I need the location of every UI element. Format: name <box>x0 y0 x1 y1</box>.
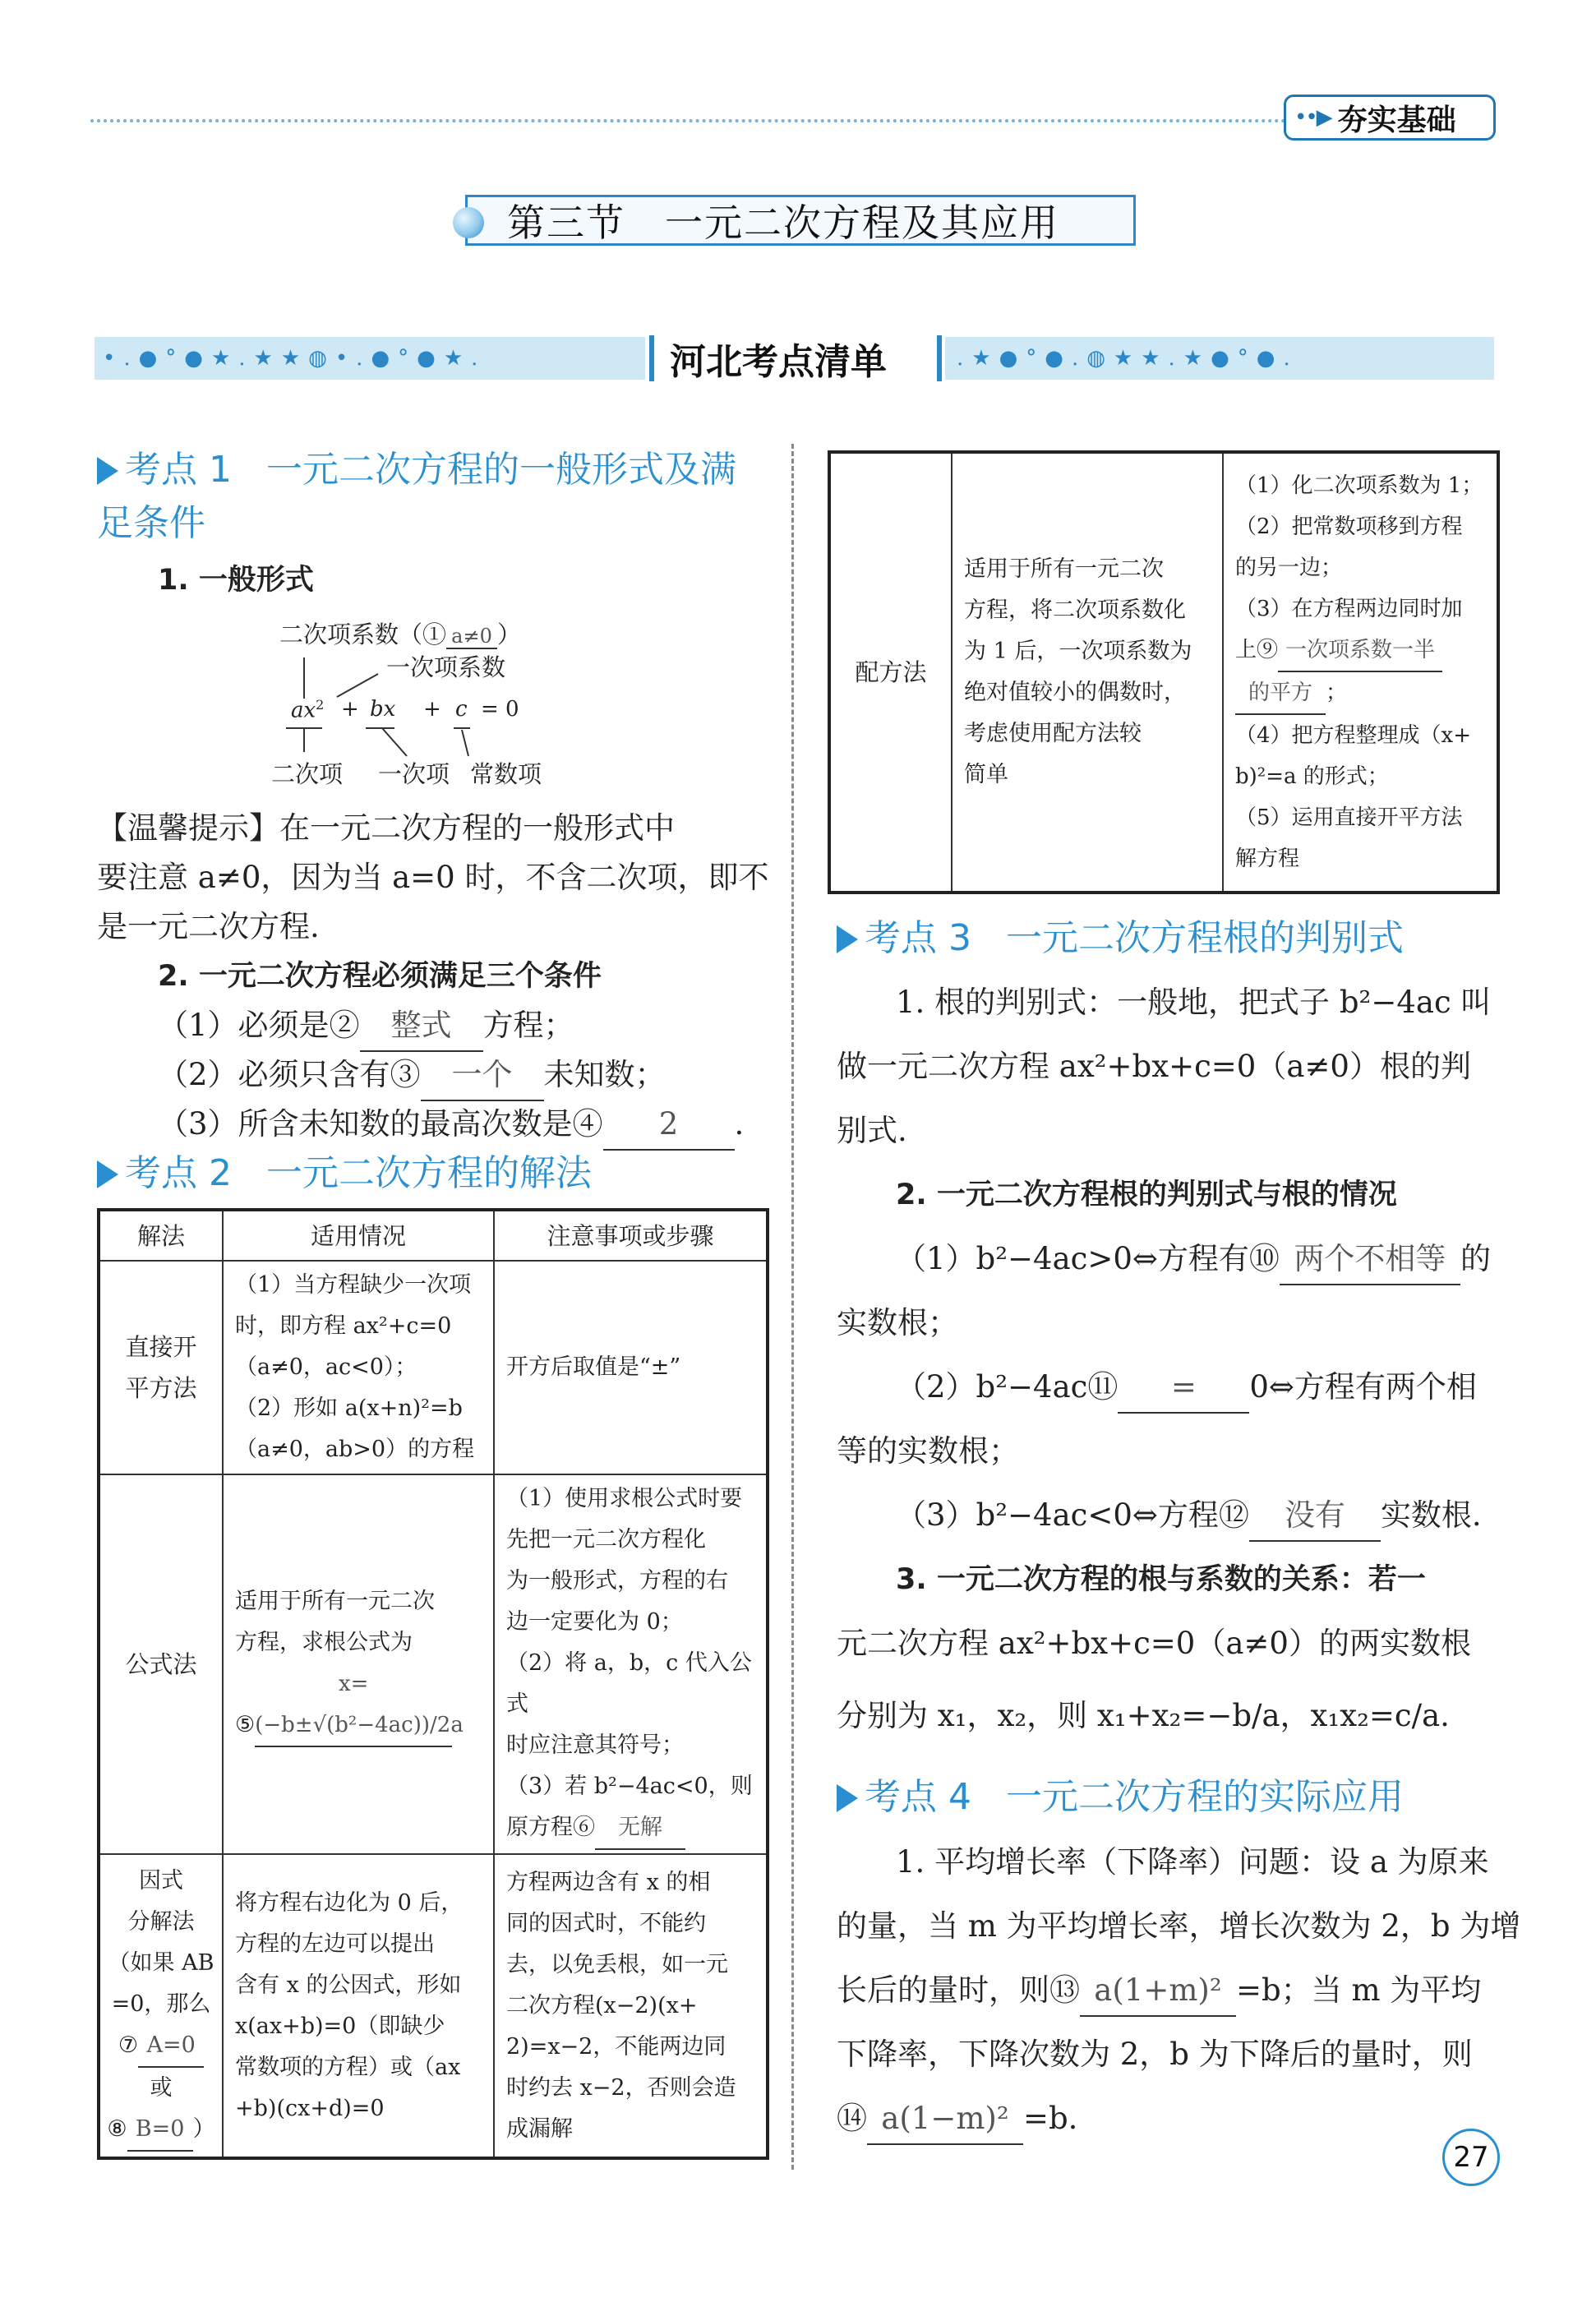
case-1-pre: （1）b²−4ac>0⇔方程有⑩ <box>896 1241 1280 1276</box>
text-line: b)²=a 的形式； <box>1235 764 1389 789</box>
answer-11: = <box>1118 1363 1249 1414</box>
band-decor-right: .★●°●.◍★★.★●°●. <box>945 337 1494 380</box>
circled-7: ⑦ <box>118 2032 139 2058</box>
coef-label-text: 二次项系数（① <box>279 620 447 648</box>
kp4-line-5 <box>837 2094 1077 2145</box>
answer-12: 没有 <box>1249 1491 1381 1542</box>
text-line: 同的因式时，不能约 <box>506 1910 706 1936</box>
answer-13: a(1+m)² <box>1080 1966 1236 2017</box>
answer-3: 一个 <box>421 1050 544 1101</box>
text-line: 方程的左边可以提出 <box>235 1931 435 1957</box>
kp3-line-2: 做一元二次方程 ax²+bx+c=0（a≠0）根的判 <box>837 1049 1471 1084</box>
band-title: 河北考点清单 <box>670 341 887 383</box>
text-line: 2)=x−2，不能两边同 <box>506 2033 727 2060</box>
text-line: （a≠0，ac<0）； <box>235 1354 417 1380</box>
close-paren: ） <box>192 2115 215 2142</box>
text-line: x(ax+b)=0（即缺少 <box>235 2013 445 2039</box>
circled-9: 上⑨ <box>1235 638 1279 662</box>
text-line: （1）化二次项系数为 1； <box>1235 473 1483 498</box>
tip-line-3: 是一元二次方程. <box>97 909 320 944</box>
kp3-sub3: 3. 一元二次方程的根与系数的关系：若一 <box>896 1563 1426 1596</box>
kp1-title-a: 一元二次方程的一般形式及满 <box>265 449 736 491</box>
triangle-icon <box>97 1160 118 1188</box>
kp3-line-1: 1. 根的判别式：一般地，把式子 b²−4ac 叫 <box>896 985 1492 1020</box>
discriminant-case-2 <box>896 1363 1477 1414</box>
text-line: 常数项的方程）或（ax <box>235 2054 461 2080</box>
term-bx: bx <box>370 697 396 722</box>
kp4-num: 考点 4 <box>865 1776 971 1818</box>
kp2-title: 一元二次方程的解法 <box>265 1152 592 1194</box>
col-header-condition: 适用情况 <box>223 1210 494 1261</box>
col-header-method: 解法 <box>99 1210 223 1261</box>
text-line: 将方程右边化为 0 后， <box>235 1889 464 1916</box>
section-tag-label: 夯实基础 <box>1337 103 1456 137</box>
text-line: 方程两边含有 x 的相 <box>506 1869 711 1895</box>
text-line: 简单 <box>964 762 1008 787</box>
method-cell <box>99 1854 223 2158</box>
method-cell: 公式法 <box>99 1474 223 1854</box>
text-line: （4）把方程整理成（x+ <box>1235 723 1471 748</box>
text-line: 二次方程(x−2)(x+ <box>506 1992 698 2018</box>
page-number: 27 <box>1442 2129 1500 2186</box>
text-line <box>506 1807 754 1850</box>
term-ax: ax <box>291 698 316 723</box>
answer-9b: 的平方 <box>1235 672 1326 715</box>
text-line: （如果 AB <box>108 1949 214 1976</box>
kp4-title: 一元二次方程的实际应用 <box>1005 1776 1404 1818</box>
text-line: 的另一边； <box>1235 556 1343 580</box>
formula-line <box>235 1663 482 1747</box>
text-line <box>105 2025 217 2068</box>
table-row <box>99 1854 768 2158</box>
case-2-post: 0⇔方程有两个相 <box>1249 1369 1477 1405</box>
answer-1: a≠0 <box>446 625 497 649</box>
kp2-num: 考点 2 <box>125 1152 232 1194</box>
text-line: （5）运用直接开平方法 <box>1235 805 1463 830</box>
condition-1 <box>158 1001 574 1052</box>
kp3-line-3: 别式. <box>837 1113 907 1148</box>
kp3-sub2: 2. 一元二次方程根的判别式与根的情况 <box>896 1179 1397 1211</box>
condition-3-pre: （3）所含未知数的最高次数是④ <box>158 1106 603 1142</box>
formula-num: ⑤ <box>235 1712 256 1737</box>
kp3-sub3-line-2: 元二次方程 ax²+bx+c=0（a≠0）的两实数根 <box>837 1626 1471 1661</box>
kp4-line-3 <box>837 1966 1481 2017</box>
case-3-pre: （3）b²−4ac<0⇔方程⑫ <box>896 1497 1249 1533</box>
kp1-sub1: 1. 一般形式 <box>158 564 314 597</box>
case-1-post: 的 <box>1460 1241 1491 1276</box>
condition-cell <box>223 1261 494 1474</box>
arrow-icon: ••▶ <box>1294 105 1331 130</box>
text-line: 分解法 <box>127 1908 195 1935</box>
term-ax2 <box>291 697 324 723</box>
triangle-icon <box>837 925 858 953</box>
discriminant-case-2-cont: 等的实数根； <box>837 1433 1019 1469</box>
condition-2 <box>158 1050 666 1101</box>
text-line: 边一定要化为 0； <box>506 1609 683 1635</box>
discriminant-case-1 <box>896 1234 1491 1285</box>
text-line: 为一般形式，方程的右 <box>506 1568 728 1594</box>
table-row <box>829 452 1498 893</box>
text-line: 适用于所有一元二次 <box>235 1589 435 1614</box>
kp4-line-4: 下降率，下降次数为 2，b 为下降后的量时，则 <box>837 2037 1473 2072</box>
circled-8: ⑧ <box>107 2115 127 2142</box>
col-header-notes: 注意事项或步骤 <box>494 1210 768 1261</box>
condition-cell <box>223 1474 494 1854</box>
term-sup: 2 <box>316 697 325 713</box>
column-divider <box>791 444 794 2170</box>
text-line: 时应注意其符号； <box>506 1732 684 1758</box>
answer-7: A=0 <box>138 2025 204 2068</box>
circled-14: ⑭ <box>837 2101 867 2136</box>
text-line: 为 1 后，一次项系数为 <box>964 639 1192 664</box>
table-header-row <box>99 1210 768 1261</box>
notes-cell <box>1223 452 1498 893</box>
table-row <box>99 1261 768 1474</box>
kp3-num: 考点 3 <box>865 917 971 959</box>
notes-cell <box>494 1474 768 1854</box>
answer-4: 2 <box>603 1100 735 1151</box>
plus-2: + <box>423 697 441 722</box>
semicolon: ； <box>1326 680 1348 705</box>
method-name-line-2: 平方法 <box>125 1374 197 1402</box>
text-line: 方程，求根公式为 <box>235 1630 413 1655</box>
method-cell <box>99 1261 223 1474</box>
answer-14: a(1−m)² <box>867 2094 1023 2145</box>
notes-cell <box>494 1854 768 2158</box>
condition-2-pre: （2）必须只含有③ <box>158 1057 421 1092</box>
text-line: （a≠0，ab>0）的方程 <box>235 1437 475 1462</box>
tip-line-2: 要注意 a≠0，因为当 a=0 时，不含二次项，即不 <box>97 860 769 895</box>
coef-label <box>279 616 521 650</box>
text-line: +b)(cx+d)=0 <box>235 2095 385 2121</box>
coef-close: ） <box>497 620 522 648</box>
answer-9a: 一次项系数一半 <box>1278 630 1442 672</box>
text-line: 解方程 <box>1235 847 1300 871</box>
section-tag <box>1284 95 1496 141</box>
text-line: 方程，将二次项系数化 <box>964 597 1186 623</box>
bubble-icon <box>453 207 484 238</box>
notes-cell: 开方后取值是“±” <box>494 1261 768 1474</box>
answer-5: x=(−b±√(b²−4ac))/2a <box>255 1663 452 1747</box>
text-line <box>105 2109 217 2152</box>
text-line <box>1235 672 1485 715</box>
answer-8: B=0 <box>127 2109 193 2152</box>
kp1-num: 考点 1 <box>125 449 232 491</box>
kp3-sub3-line-3: 分别为 x₁，x₂，则 x₁+x₂=−b/a，x₁x₂=c/a. <box>837 1698 1450 1733</box>
condition-1-pre: （1）必须是② <box>158 1008 360 1043</box>
condition-3-post: . <box>734 1106 745 1142</box>
notes-last-pre: 原方程⑥ <box>506 1815 595 1840</box>
text-line: （2）把常数项移到方程 <box>1235 514 1463 539</box>
text-line: （1）使用求根公式时要 <box>506 1486 743 1511</box>
kp4-line-3-pre: 长后的量时，则⑬ <box>837 1972 1080 2008</box>
answer-2: 整式 <box>360 1001 483 1052</box>
header-dotted-rule <box>90 119 1286 122</box>
discriminant-case-1-cont: 实数根； <box>837 1305 958 1340</box>
text-line: 成漏解 <box>506 2115 573 2142</box>
answer-10: 两个不相等 <box>1280 1234 1460 1285</box>
kp1-heading-cont: 足条件 <box>97 502 205 544</box>
method-cell: 配方法 <box>829 452 952 893</box>
kp3-heading <box>837 912 1404 965</box>
band-bar-left <box>649 335 654 381</box>
text-line: 绝对值较小的偶数时， <box>964 680 1186 705</box>
text-line: 考虑使用配方法较 <box>964 721 1142 746</box>
triangle-icon <box>837 1784 858 1812</box>
text-line: （2）将 a，b，c 代入公式 <box>506 1650 752 1717</box>
discriminant-case-3 <box>896 1491 1482 1542</box>
text-line: （3）若 b²−4ac<0，则 <box>506 1774 753 1799</box>
label-linear-term: 一次项 <box>378 760 450 788</box>
text-line: （2）形如 a(x+n)²=b <box>235 1396 463 1421</box>
triangle-icon <box>97 457 118 485</box>
text-line: 含有 x 的公因式，形如 <box>235 1972 462 1998</box>
text-line: （1）当方程缺少一次项 <box>235 1272 472 1298</box>
term-c: c <box>455 697 468 722</box>
plus-1: + <box>341 697 359 722</box>
kp4-line-1: 1. 平均增长率（下降率）问题：设 a 为原来 <box>896 1844 1489 1880</box>
text-line: 去，以免丢根，如一元 <box>506 1951 728 1977</box>
condition-1-post: 方程； <box>482 1008 574 1043</box>
text-line: 时，即方程 ax²+c=0 <box>235 1313 452 1339</box>
text-line: （3）在方程两边同时加 <box>1235 597 1463 621</box>
band-bar-right <box>937 335 942 381</box>
completing-square-table <box>828 450 1500 894</box>
kp4-line-2: 的量，当 m 为平均增长率，增长次数为 2，b 为增 <box>837 1908 1521 1944</box>
label-constant-term: 常数项 <box>470 760 542 788</box>
text-line: 先把一元二次方程化 <box>506 1527 706 1552</box>
kp3-title: 一元二次方程根的判别式 <box>1005 917 1404 959</box>
equals-zero: = 0 <box>481 697 519 722</box>
solution-methods-table <box>97 1208 769 2160</box>
condition-3 <box>158 1100 744 1151</box>
text-line: =0，那么 <box>111 1991 211 2017</box>
text-line: 或 <box>150 2074 173 2101</box>
text-line: 适用于所有一元二次 <box>964 556 1164 582</box>
condition-2-post: 未知数； <box>543 1057 666 1092</box>
label-quadratic-term: 二次项 <box>271 760 344 788</box>
kp1-heading <box>97 444 736 496</box>
general-form-diagram <box>271 608 608 805</box>
case-3-post: 实数根. <box>1380 1497 1482 1533</box>
case-2-pre: （2）b²−4ac⑪ <box>896 1369 1119 1405</box>
kp1-sub2: 2. 一元二次方程必须满足三个条件 <box>158 960 602 993</box>
condition-cell <box>223 1854 494 2158</box>
method-name-line-1: 直接开 <box>125 1333 197 1361</box>
tip-line-1: 【温馨提示】在一元二次方程的一般形式中 <box>97 810 675 846</box>
band-decor-left: •.●°●★.★★◍•.●°●★. <box>95 337 645 380</box>
text-line: 因式 <box>139 1867 183 1894</box>
kp4-line-5-post: =b. <box>1023 2101 1078 2136</box>
kp4-line-3-post: =b；当 m 为平均 <box>1236 1972 1482 2008</box>
kp2-heading <box>97 1147 592 1200</box>
text-line: 时约去 x−2，否则会造 <box>506 2074 736 2101</box>
condition-cell <box>952 452 1223 893</box>
text-line <box>1235 630 1485 672</box>
chapter-title-box <box>465 195 1136 246</box>
kp4-heading <box>837 1771 1404 1824</box>
table-row <box>99 1474 768 1854</box>
answer-6: 无解 <box>595 1807 685 1850</box>
linear-coef-label: 一次项系数 <box>386 653 506 681</box>
chapter-title: 第三节 一元二次方程及其应用 <box>507 201 1059 245</box>
